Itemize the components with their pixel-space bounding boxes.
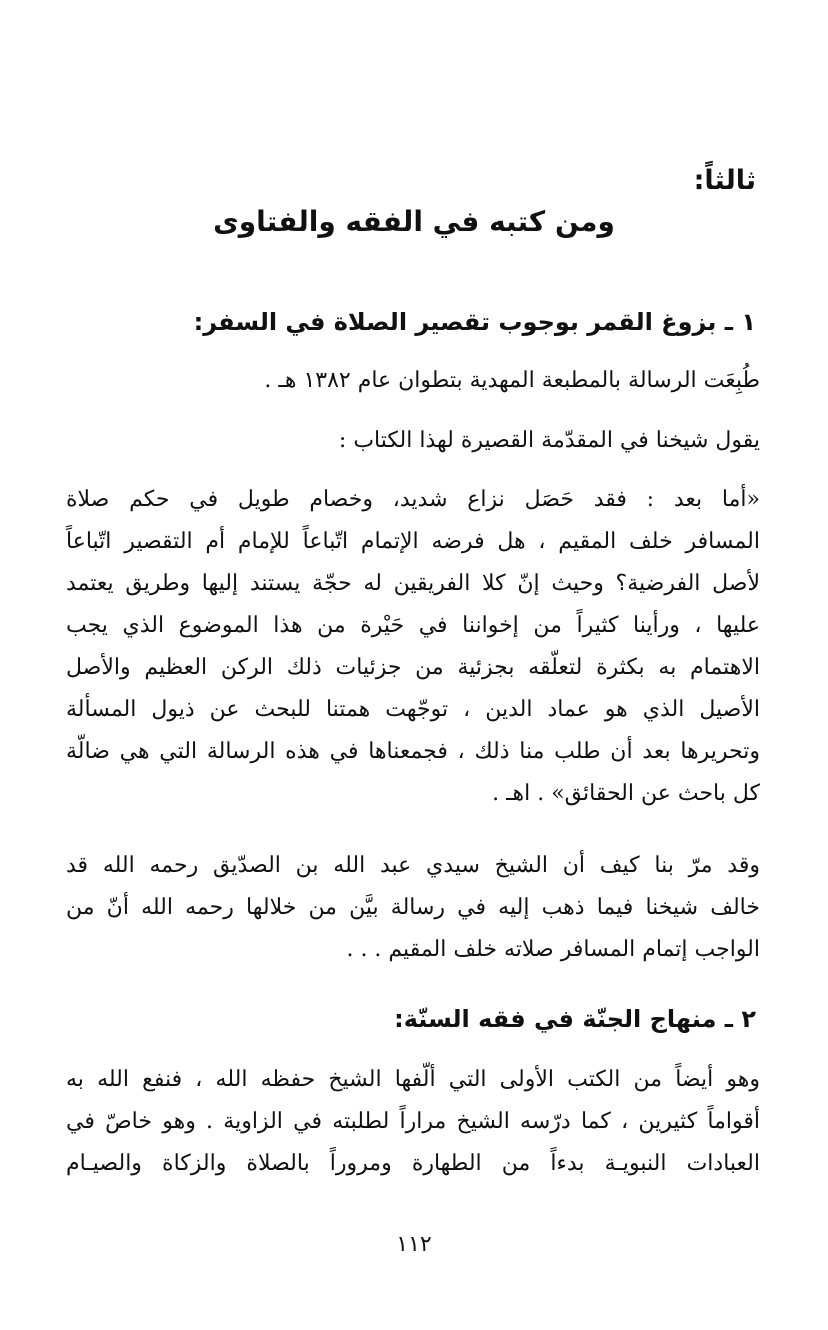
- book2-line: وهو أيضاً من الكتب الأولى التي ألّفها الشيخ حفظه الله ، فنفع الله به: [66, 1067, 760, 1092]
- book1-note-line: خالف شيخنا فيما ذهب إليه في رسالة بيَّن من خلالها رحمه الله أنّ من: [66, 895, 760, 920]
- book1-note-line: وقد مرّ بنا كيف أن الشيخ سيدي عبد الله بن الصدّيق رحمه الله قد: [66, 853, 760, 878]
- book1-heading: ١ ـ بزوغ القمر بوجوب تقصير الصلاة في السفر:: [193, 308, 756, 336]
- book2-line: العبادات النبويـة بدءاً من الطهارة ومروراً بالصلاة والزكاة والصيـام: [66, 1151, 760, 1176]
- page-number: ١١٢: [396, 1232, 432, 1257]
- book2-line: أقواماً كثيرين ، كما درّسه الشيخ مراراً لطلبته في الزاوية . وهو خاصّ في: [66, 1109, 760, 1134]
- section-label: ثالثاً:: [693, 165, 756, 196]
- book1-note-line: الواجب إتمام المسافر صلاته خلف المقيم . . .: [346, 937, 760, 962]
- book1-quote-line: المسافر خلف المقيم ، هل فرضه الإتمام اتّباعاً للإمام أم التقصير اتّباعاً: [66, 529, 760, 554]
- book1-quote-line: «أما بعد : فقد حَصَل نزاع شديد، وخصام طويل في حكم صلاة: [66, 487, 760, 512]
- book1-quote-line: الاهتمام به بكثرة لتعلّقه بجزئية من جزئيات ذلك الركن العظيم والأصل: [66, 655, 760, 680]
- book1-quote-line: الأصيل الذي هو عماد الدين ، توجّهت همتنا للبحث عن ذيول المسألة: [66, 697, 760, 722]
- book1-quote-line: كل باحث عن الحقائق» . اهـ .: [492, 781, 760, 806]
- book1-quote-line: وتحريرها بعد أن طلب منا ذلك ، فجمعناها في هذه الرسالة التي هي ضالّة: [66, 739, 760, 764]
- book1-intro-line: يقول شيخنا في المقدّمة القصيرة لهذا الكتاب :: [338, 428, 760, 453]
- book2-heading: ٢ ـ منهاج الجنّة في فقه السنّة:: [394, 1005, 756, 1033]
- section-title: ومن كتبه في الفقه والفتاوى: [213, 205, 615, 238]
- book1-printed-line: طُبِعَت الرسالة بالمطبعة المهدية بتطوان عام ١٣٨٢ هـ .: [264, 368, 760, 393]
- book1-quote-line: عليها ، ورأينا كثيراً من إخواننا في حَيْرة من هذا الموضوع الذي يجب: [66, 613, 760, 638]
- book1-quote-line: لأصل الفرضية؟ وحيث إنّ كلا الفريقين له حجّة يستند إليها وطريق يعتمد: [66, 571, 760, 596]
